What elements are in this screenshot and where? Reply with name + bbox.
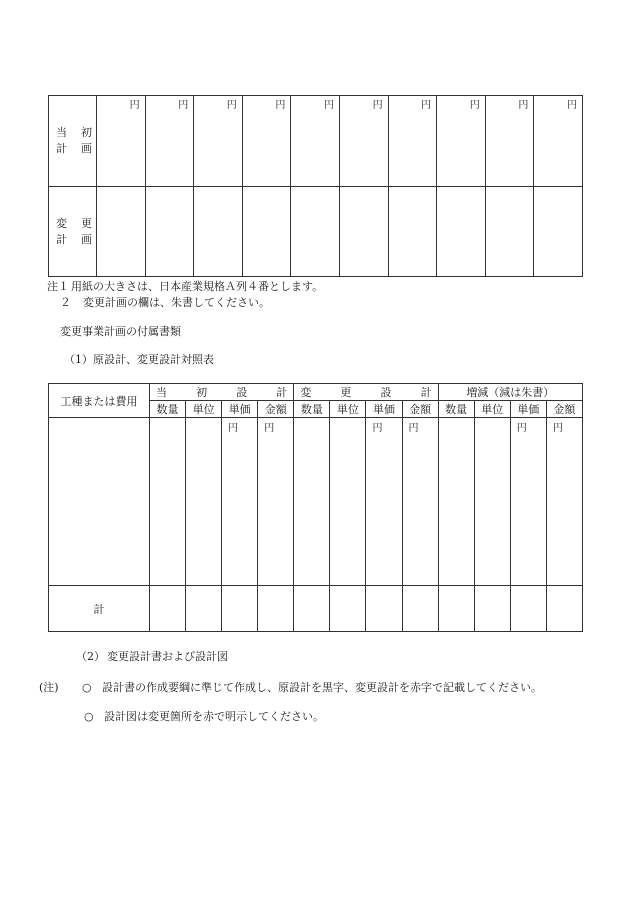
amount-cell [97, 187, 146, 277]
plan-comparison-table [48, 95, 583, 277]
amount-cell [534, 187, 583, 277]
label-char: 当 [56, 126, 67, 139]
amount-cell [242, 187, 291, 277]
note-text: 用紙の大きさは、日本産業規格Ａ列４番とします。 [71, 280, 324, 293]
row-label-changed-plan [49, 187, 97, 277]
table-body-row [49, 418, 583, 586]
amount-cell: 円 [437, 96, 486, 187]
total-cell [474, 586, 510, 632]
bullet-circle-icon: ○ [84, 710, 94, 723]
initial-plan-row [49, 96, 583, 187]
note-number: ２ [60, 296, 71, 309]
amount-cell [437, 187, 486, 277]
amount-cell: 円 [145, 96, 194, 187]
remark-2 [84, 708, 324, 724]
total-label: 計 [49, 586, 150, 632]
unit-cell [330, 418, 366, 586]
quantity-cell [150, 418, 186, 586]
unit-cell [186, 418, 222, 586]
amount-cell: 円 [546, 418, 582, 586]
quantity-cell [294, 418, 330, 586]
attachment-item-1: （1）原設計、変更設計対照表 [64, 353, 214, 366]
unit-price-cell: 円 [510, 418, 546, 586]
unit-cell [474, 418, 510, 586]
initial-design-header: 当 初 設 計 [150, 384, 294, 401]
total-cell [150, 586, 186, 632]
label-char: 変 [56, 216, 67, 230]
note-1 [47, 278, 323, 294]
row-label-initial-plan [49, 96, 97, 187]
unit-price-cell: 円 [366, 418, 402, 586]
remark-1 [39, 679, 542, 695]
attachments-heading: 変更事業計画の付属書類 [60, 325, 181, 338]
note-number: 注１ [47, 280, 69, 293]
remark-label: (注) [39, 681, 59, 694]
unit-header: 単位 [474, 401, 510, 418]
amount-cell: 円 [291, 96, 340, 187]
quantity-header: 数量 [438, 401, 474, 418]
unit-price-header: 単価 [222, 401, 258, 418]
changed-design-header: 変 更 設 計 [294, 384, 438, 401]
bullet-circle-icon: ○ [82, 681, 92, 694]
amount-cell [194, 187, 243, 277]
label-char: 計 [56, 142, 67, 155]
remark-text: 設計書の作成要綱に準じて作成し、原設計を黒字、変更設計を赤字で記載してください。 [102, 681, 542, 694]
total-cell [402, 586, 438, 632]
label-char: 計 [56, 232, 67, 246]
total-cell [294, 586, 330, 632]
work-type-cell [49, 418, 150, 586]
unit-price-header: 単価 [366, 401, 402, 418]
difference-header: 増減（減は朱書） [438, 384, 582, 401]
note-2 [60, 294, 270, 310]
total-cell [510, 586, 546, 632]
total-cell [546, 586, 582, 632]
total-cell [186, 586, 222, 632]
item-text: 変更設計書および設計図 [107, 650, 228, 663]
remark-text: 設計図は変更箇所を赤で明示してください。 [104, 710, 324, 723]
amount-header: 金額 [402, 401, 438, 418]
amount-cell [388, 187, 437, 277]
label-char: 画 [81, 142, 92, 155]
total-cell [222, 586, 258, 632]
quantity-header: 数量 [294, 401, 330, 418]
amount-cell: 円 [339, 96, 388, 187]
unit-price-header: 単価 [510, 401, 546, 418]
design-comparison-table [48, 383, 583, 632]
total-cell [366, 586, 402, 632]
total-row [49, 586, 583, 632]
amount-cell [145, 187, 194, 277]
attachment-item-2 [76, 648, 228, 664]
quantity-header: 数量 [150, 401, 186, 418]
amount-cell [339, 187, 388, 277]
changed-plan-row [49, 187, 583, 277]
amount-cell: 円 [97, 96, 146, 187]
amount-cell: 円 [388, 96, 437, 187]
item-number: （2） [76, 650, 105, 663]
label-char: 画 [81, 232, 92, 246]
label-char: 初 [81, 126, 92, 139]
unit-price-cell: 円 [222, 418, 258, 586]
amount-cell: 円 [194, 96, 243, 187]
total-cell [258, 586, 294, 632]
total-cell [330, 586, 366, 632]
unit-header: 単位 [330, 401, 366, 418]
amount-cell: 円 [242, 96, 291, 187]
amount-cell: 円 [534, 96, 583, 187]
header-row-groups [49, 384, 583, 401]
quantity-cell [438, 418, 474, 586]
work-type-header: 工種または費用 [49, 384, 150, 418]
amount-cell [291, 187, 340, 277]
amount-header: 金額 [258, 401, 294, 418]
amount-cell [485, 187, 534, 277]
label-char: 更 [81, 216, 92, 230]
amount-header: 金額 [546, 401, 582, 418]
amount-cell: 円 [485, 96, 534, 187]
amount-cell: 円 [402, 418, 438, 586]
unit-header: 単位 [186, 401, 222, 418]
amount-cell: 円 [258, 418, 294, 586]
total-cell [438, 586, 474, 632]
note-text: 変更計画の欄は、朱書してください。 [83, 296, 270, 309]
